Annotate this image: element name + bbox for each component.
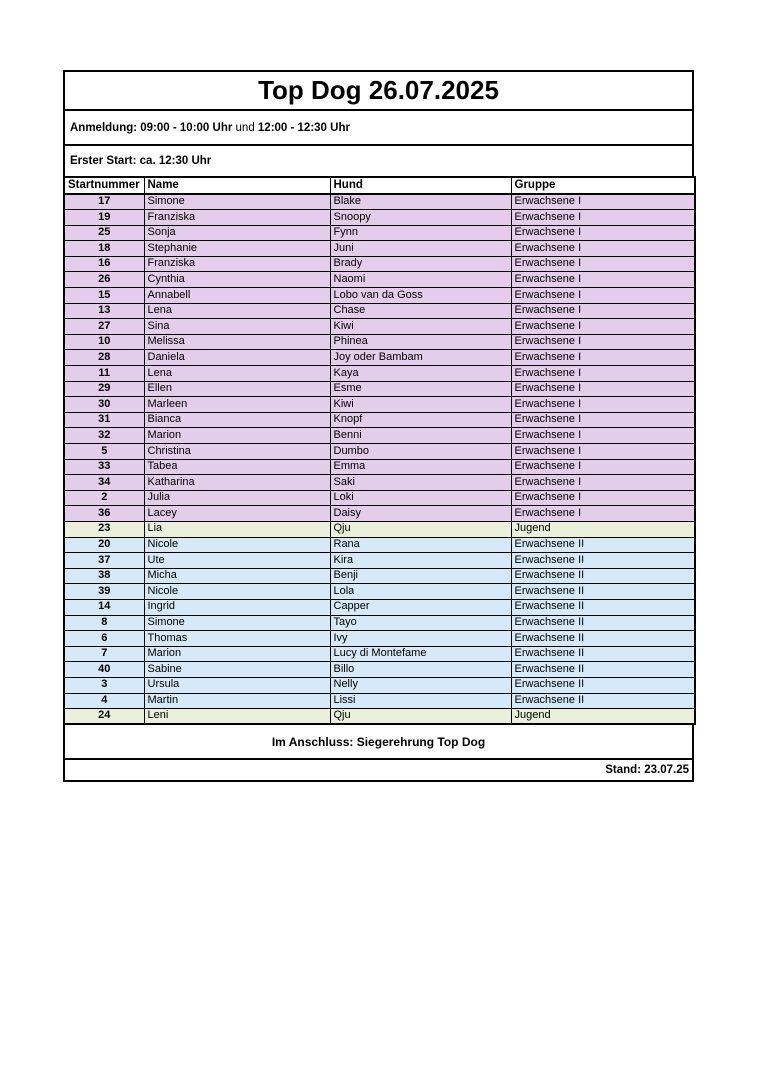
cell-startnummer: 34 [64,475,144,491]
cell-gruppe: Erwachsene I [511,225,695,241]
cell-startnummer: 25 [64,225,144,241]
table-body [64,194,695,724]
cell-hund: Billo [330,662,511,678]
title-box [63,70,694,111]
table-row [64,272,695,288]
cell-gruppe: Jugend [511,521,695,537]
table-row [64,194,695,210]
table-row [64,444,695,460]
cell-gruppe: Erwachsene I [511,319,695,335]
cell-hund: Joy oder Bambam [330,350,511,366]
table-row [64,412,695,428]
cell-gruppe: Erwachsene I [511,475,695,491]
table-row [64,303,695,319]
cell-name: Sonja [144,225,330,241]
cell-gruppe: Erwachsene II [511,615,695,631]
cell-name: Lacey [144,506,330,522]
cell-name: Ursula [144,677,330,693]
cell-hund: Saki [330,475,511,491]
cell-hund: Nelly [330,677,511,693]
table-row [64,334,695,350]
cell-name: Micha [144,568,330,584]
erster-start-text: Erster Start: ca. 12:30 Uhr [70,155,212,167]
cell-gruppe: Erwachsene I [511,288,695,304]
cell-name: Sabine [144,662,330,678]
cell-name: Christina [144,444,330,460]
erster-start-box [63,144,694,178]
col-header-name: Name [144,177,330,194]
cell-name: Nicole [144,584,330,600]
cell-hund: Brady [330,256,511,272]
cell-name: Annabell [144,288,330,304]
cell-hund: Snoopy [330,210,511,226]
cell-startnummer: 11 [64,366,144,382]
cell-name: Daniela [144,350,330,366]
cell-startnummer: 14 [64,599,144,615]
cell-startnummer: 19 [64,210,144,226]
col-header-gruppe: Gruppe [511,177,695,194]
cell-startnummer: 28 [64,350,144,366]
table-row [64,584,695,600]
cell-gruppe: Erwachsene II [511,553,695,569]
cell-gruppe: Erwachsene I [511,241,695,257]
cell-startnummer: 40 [64,662,144,678]
cell-gruppe: Erwachsene II [511,693,695,709]
cell-name: Marion [144,428,330,444]
cell-hund: Lucy di Montefame [330,646,511,662]
table-row [64,397,695,413]
cell-name: Cynthia [144,272,330,288]
cell-name: Ingrid [144,599,330,615]
cell-name: Stephanie [144,241,330,257]
cell-startnummer: 33 [64,459,144,475]
cell-hund: Qju [330,521,511,537]
cell-startnummer: 30 [64,397,144,413]
cell-startnummer: 13 [64,303,144,319]
table-row [64,537,695,553]
table-row [64,646,695,662]
start-list-table [63,176,696,725]
cell-name: Thomas [144,631,330,647]
cell-startnummer: 20 [64,537,144,553]
cell-gruppe: Erwachsene I [511,428,695,444]
table-row [64,490,695,506]
cell-hund: Naomi [330,272,511,288]
anmeldung-und: und [232,121,258,134]
cell-name: Ellen [144,381,330,397]
cell-hund: Lola [330,584,511,600]
table-row [64,381,695,397]
cell-hund: Kira [330,553,511,569]
cell-gruppe: Erwachsene I [511,272,695,288]
table-row [64,662,695,678]
cell-gruppe: Erwachsene I [511,444,695,460]
table-row [64,319,695,335]
cell-startnummer: 38 [64,568,144,584]
table-row [64,225,695,241]
cell-gruppe: Erwachsene II [511,646,695,662]
table-row [64,256,695,272]
anmeldung-times-2: 12:00 - 12:30 Uhr [257,121,350,134]
cell-startnummer: 23 [64,521,144,537]
cell-name: Leni [144,709,330,725]
col-header-startnummer: Startnummer [64,177,144,194]
cell-startnummer: 37 [64,553,144,569]
cell-name: Sina [144,319,330,335]
cell-hund: Knopf [330,412,511,428]
cell-hund: Tayo [330,615,511,631]
cell-gruppe: Erwachsene I [511,412,695,428]
cell-name: Martin [144,693,330,709]
cell-startnummer: 26 [64,272,144,288]
cell-name: Simone [144,615,330,631]
cell-startnummer: 10 [64,334,144,350]
cell-startnummer: 24 [64,709,144,725]
cell-startnummer: 36 [64,506,144,522]
col-header-hund: Hund [330,177,511,194]
table-row [64,350,695,366]
cell-hund: Capper [330,599,511,615]
cell-startnummer: 8 [64,615,144,631]
table-header-row [64,177,695,194]
cell-name: Lena [144,303,330,319]
table-row [64,475,695,491]
cell-name: Nicole [144,537,330,553]
cell-startnummer: 29 [64,381,144,397]
cell-name: Julia [144,490,330,506]
cell-hund: Ivy [330,631,511,647]
cell-hund: Kiwi [330,397,511,413]
cell-gruppe: Erwachsene II [511,631,695,647]
table-row [64,521,695,537]
cell-hund: Blake [330,194,511,210]
page-title: Top Dog 26.07.2025 [258,75,499,105]
cell-gruppe: Erwachsene II [511,662,695,678]
cell-gruppe: Erwachsene I [511,334,695,350]
table-row [64,631,695,647]
cell-hund: Fynn [330,225,511,241]
cell-hund: Loki [330,490,511,506]
im-anschluss-text: Im Anschluss: Siegerehrung Top Dog [271,734,486,749]
cell-startnummer: 5 [64,444,144,460]
stand-text: Stand: 23.07.25 [605,764,689,777]
table-row [64,553,695,569]
cell-gruppe: Erwachsene I [511,350,695,366]
cell-hund: Qju [330,709,511,725]
cell-gruppe: Erwachsene II [511,537,695,553]
cell-name: Franziska [144,210,330,226]
cell-startnummer: 27 [64,319,144,335]
table-row [64,568,695,584]
table-header [64,177,695,194]
table-row [64,709,695,725]
cell-gruppe: Erwachsene I [511,397,695,413]
cell-name: Tabea [144,459,330,475]
cell-gruppe: Erwachsene I [511,256,695,272]
cell-name: Katharina [144,475,330,491]
cell-name: Bianca [144,412,330,428]
cell-hund: Emma [330,459,511,475]
cell-hund: Phinea [330,334,511,350]
cell-startnummer: 4 [64,693,144,709]
table-row [64,288,695,304]
cell-startnummer: 17 [64,194,144,210]
table-row [64,366,695,382]
table-row [64,210,695,226]
cell-name: Melissa [144,334,330,350]
anmeldung-box [63,109,694,146]
cell-startnummer: 3 [64,677,144,693]
cell-gruppe: Erwachsene I [511,459,695,475]
cell-hund: Rana [330,537,511,553]
cell-hund: Benji [330,568,511,584]
cell-hund: Juni [330,241,511,257]
cell-gruppe: Jugend [511,709,695,725]
cell-startnummer: 7 [64,646,144,662]
cell-gruppe: Erwachsene I [511,506,695,522]
cell-name: Ute [144,553,330,569]
cell-gruppe: Erwachsene II [511,677,695,693]
table-row [64,615,695,631]
cell-startnummer: 39 [64,584,144,600]
cell-hund: Kaya [330,366,511,382]
cell-gruppe: Erwachsene I [511,381,695,397]
cell-hund: Kiwi [330,319,511,335]
document-page [63,70,694,782]
cell-gruppe: Erwachsene II [511,584,695,600]
table-row [64,677,695,693]
cell-startnummer: 32 [64,428,144,444]
im-anschluss-box [63,723,694,760]
cell-hund: Lobo van da Goss [330,288,511,304]
cell-startnummer: 31 [64,412,144,428]
cell-gruppe: Erwachsene I [511,194,695,210]
cell-gruppe: Erwachsene I [511,366,695,382]
cell-hund: Chase [330,303,511,319]
cell-name: Lia [144,521,330,537]
table-row [64,506,695,522]
cell-name: Franziska [144,256,330,272]
table-row [64,459,695,475]
cell-name: Marleen [144,397,330,413]
cell-gruppe: Erwachsene II [511,599,695,615]
cell-startnummer: 18 [64,241,144,257]
cell-gruppe: Erwachsene II [511,568,695,584]
cell-hund: Esme [330,381,511,397]
table-row [64,241,695,257]
cell-startnummer: 2 [64,490,144,506]
cell-hund: Lissi [330,693,511,709]
cell-startnummer: 16 [64,256,144,272]
cell-startnummer: 6 [64,631,144,647]
cell-gruppe: Erwachsene I [511,210,695,226]
table-row [64,428,695,444]
cell-hund: Daisy [330,506,511,522]
cell-gruppe: Erwachsene I [511,490,695,506]
stand-box [63,758,694,782]
cell-name: Marion [144,646,330,662]
cell-startnummer: 15 [64,288,144,304]
cell-name: Lena [144,366,330,382]
cell-name: Simone [144,194,330,210]
cell-hund: Dumbo [330,444,511,460]
anmeldung-times-1: Anmeldung: 09:00 - 10:00 Uhr [70,121,233,134]
cell-gruppe: Erwachsene I [511,303,695,319]
cell-hund: Benni [330,428,511,444]
table-row [64,693,695,709]
table-row [64,599,695,615]
